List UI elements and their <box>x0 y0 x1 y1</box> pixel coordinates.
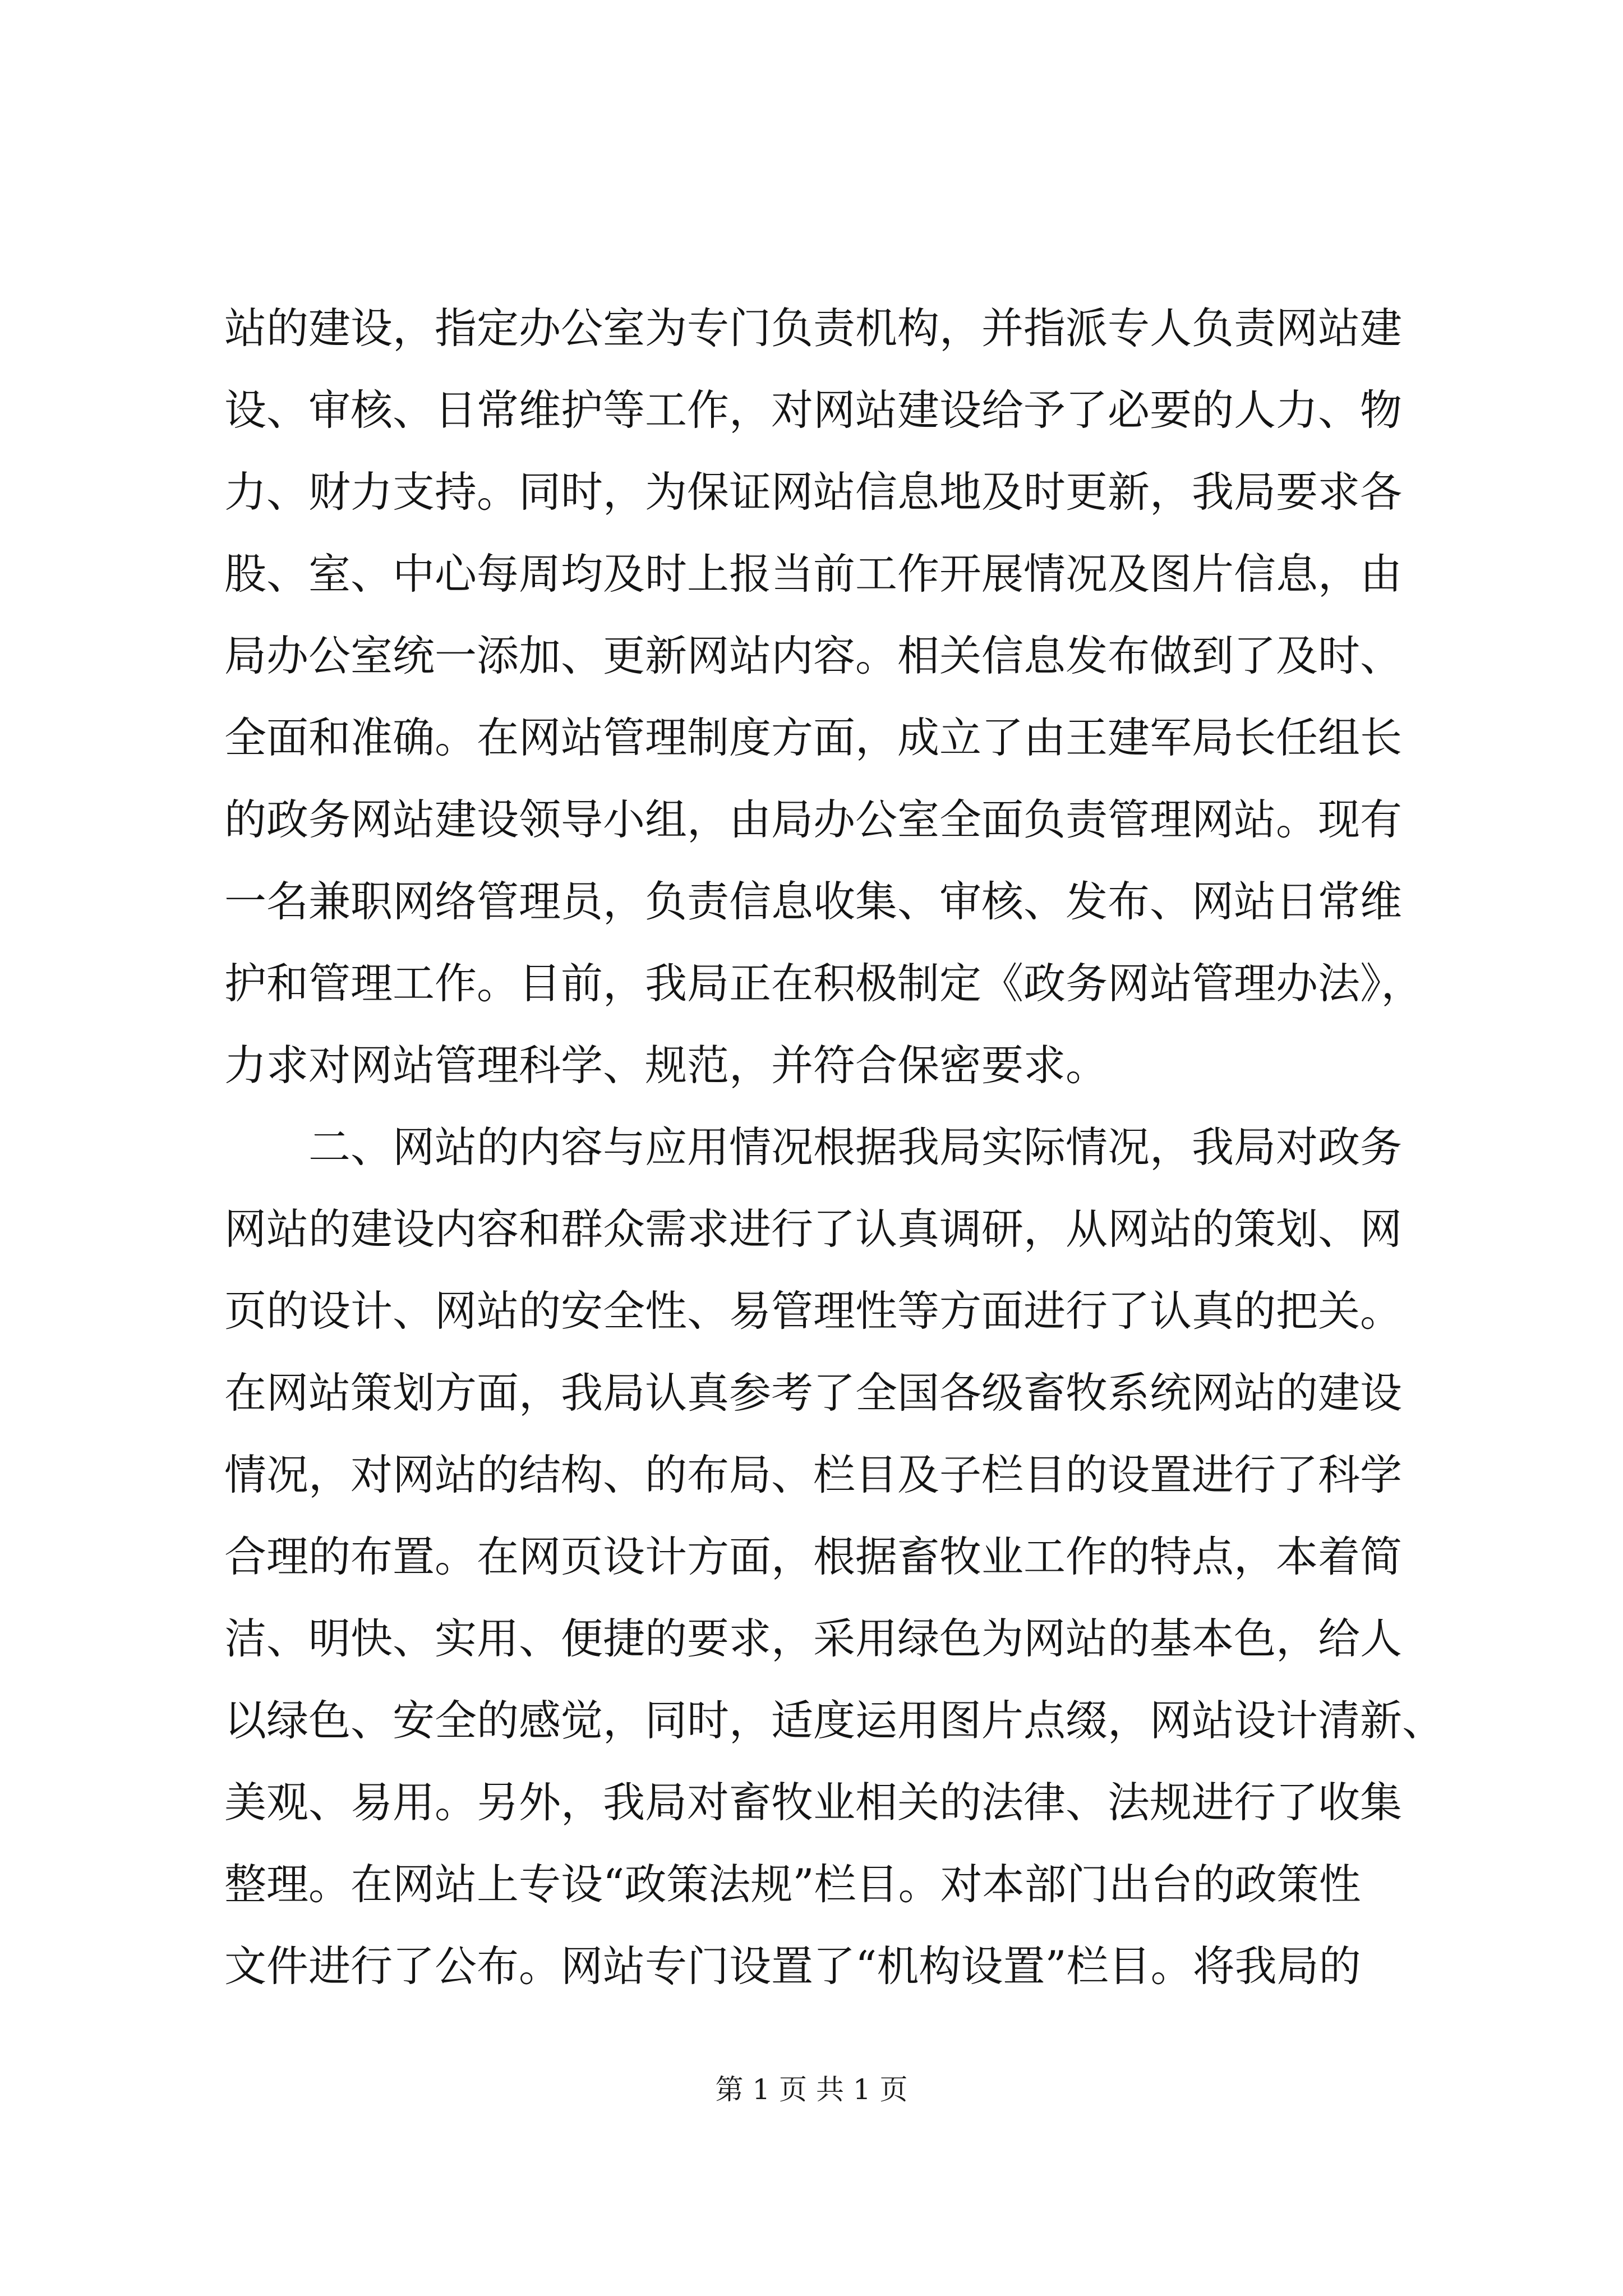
text-line: 在网站策划方面，我局认真参考了全国各级畜牧系统网站的建设 <box>224 1368 1403 1418</box>
text-line: 合理的布置。在网页设计方面，根据畜牧业工作的特点，本着简 <box>224 1532 1403 1581</box>
page-footer: 第 1 页 共 1 页 <box>715 2073 908 2106</box>
text-line: 站的建设，指定办公室为专门负责机构，并指派专人负责网站建 <box>224 303 1403 353</box>
text-line: 美观、易用。另外，我局对畜牧业相关的法律、法规进行了收集 <box>224 1778 1403 1827</box>
text-line: 局办公室统一添加、更新网站内容。相关信息发布做到了及时、 <box>224 631 1403 680</box>
text-line: 文件进行了公布。网站专门设置了“机构设置”栏目。将我局的 <box>224 1941 1361 1991</box>
text-line: 洁、明快、实用、便捷的要求，采用绿色为网站的基本色，给人 <box>224 1614 1403 1663</box>
text-line: 力、财力支持。同时，为保证网站信息地及时更新，我局要求各 <box>224 467 1403 517</box>
text-line: 网站的建设内容和群众需求进行了认真调研，从网站的策划、网 <box>224 1204 1403 1254</box>
text-line: 全面和准确。在网站管理制度方面，成立了由王建军局长任组长 <box>224 713 1403 762</box>
text-line: 设、审核、日常维护等工作，对网站建设给予了必要的人力、物 <box>224 385 1403 435</box>
text-line: 护和管理工作。目前，我局正在积极制定《政务网站管理办法》， <box>224 959 1423 1008</box>
text-line: 以绿色、安全的感觉，同时，适度运用图片点缀，网站设计清新、 <box>224 1696 1445 1745</box>
text-line: 的政务网站建设领导小组，由局办公室全面负责管理网站。现有 <box>224 795 1403 844</box>
text-line: 页的设计、网站的安全性、易管理性等方面进行了认真的把关。 <box>224 1286 1403 1336</box>
text-line: 情况，对网站的结构、的布局、栏目及子栏目的设置进行了科学 <box>224 1450 1403 1499</box>
text-line: 整理。在网站上专设“政策法规”栏目。对本部门出台的政策性 <box>224 1860 1361 1909</box>
text-line: 股、室、中心每周均及时上报当前工作开展情况及图片信息，由 <box>224 549 1403 599</box>
text-line: 一名兼职网络管理员，负责信息收集、审核、发布、网站日常维 <box>224 877 1403 926</box>
text-line: 力求对网站管理科学、规范，并符合保密要求。 <box>224 1041 1108 1090</box>
paragraph-heading-line: 二、网站的内容与应用情况根据我局实际情况，我局对政务 <box>308 1122 1403 1172</box>
